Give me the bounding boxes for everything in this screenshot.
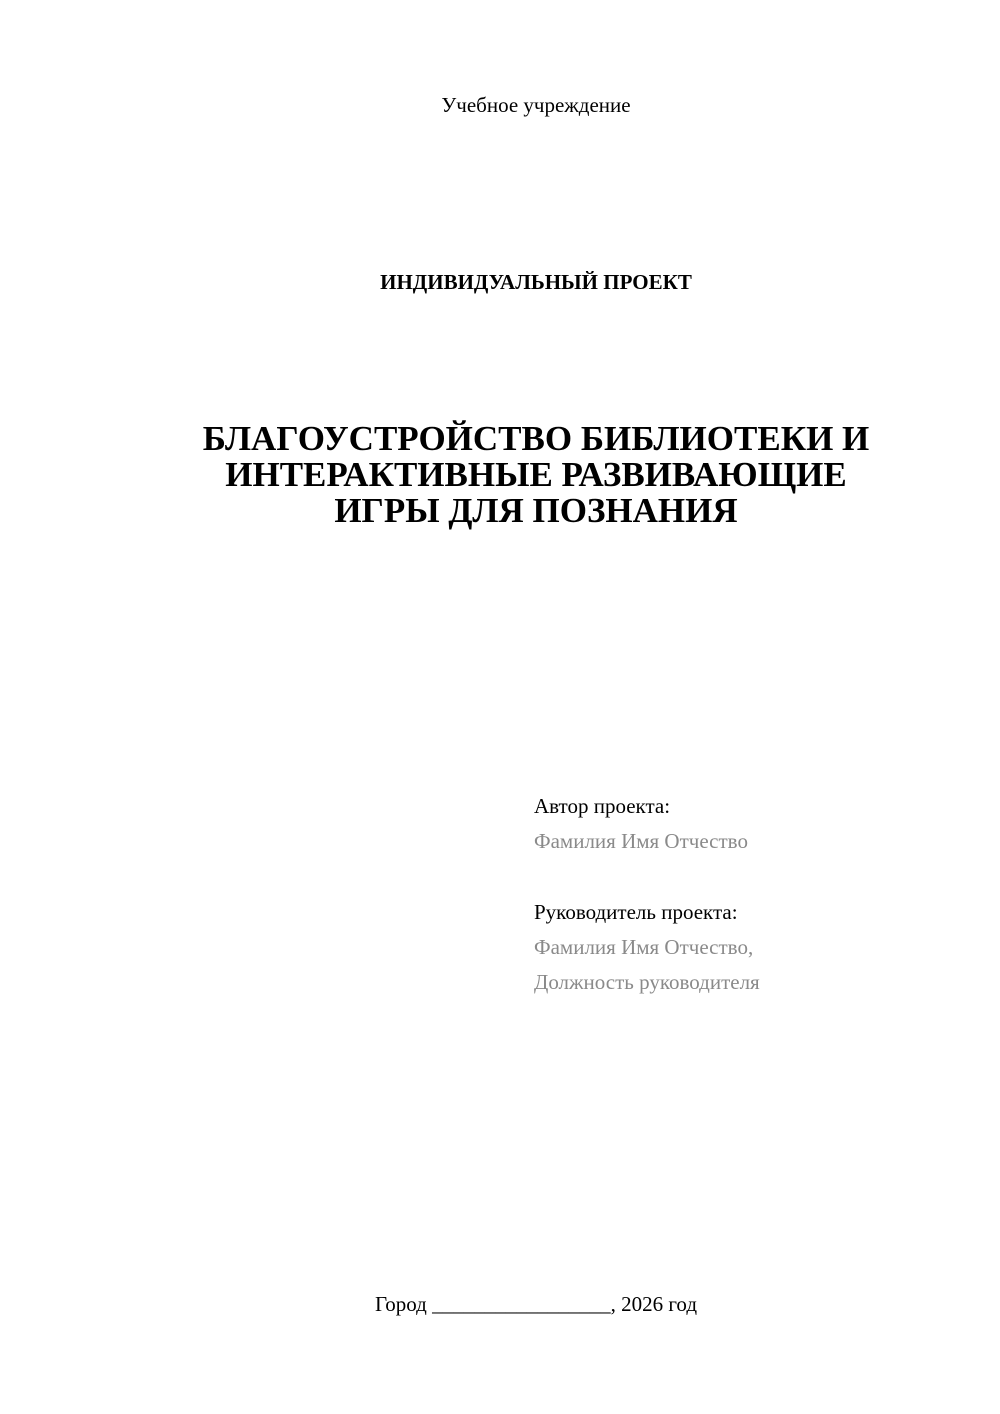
project-title-line: БЛАГОУСТРОЙСТВО БИБЛИОТЕКИ И (202, 419, 870, 458)
institution-name: Учебное учреждение (441, 93, 631, 117)
author-name: Фамилия Имя Отчество (534, 829, 748, 853)
project-type-heading: ИНДИВИДУАЛЬНЫЙ ПРОЕКТ (380, 270, 692, 294)
project-title (140, 421, 932, 529)
project-credits (534, 789, 760, 1000)
project-title-line: ИГРЫ ДЛЯ ПОЗНАНИЯ (334, 491, 738, 530)
supervisor-label: Руководитель проекта: (534, 900, 738, 924)
project-title-line: ИНТЕРАКТИВНЫЕ РАЗВИВАЮЩИЕ (225, 455, 847, 494)
supervisor-name: Фамилия Имя Отчество, (534, 935, 754, 959)
supervisor-position: Должность руководителя (534, 970, 760, 994)
author-label: Автор проекта: (534, 794, 671, 818)
city-year-line: Город _________________, 2026 год (374, 1292, 698, 1316)
credits-spacer (534, 859, 760, 895)
